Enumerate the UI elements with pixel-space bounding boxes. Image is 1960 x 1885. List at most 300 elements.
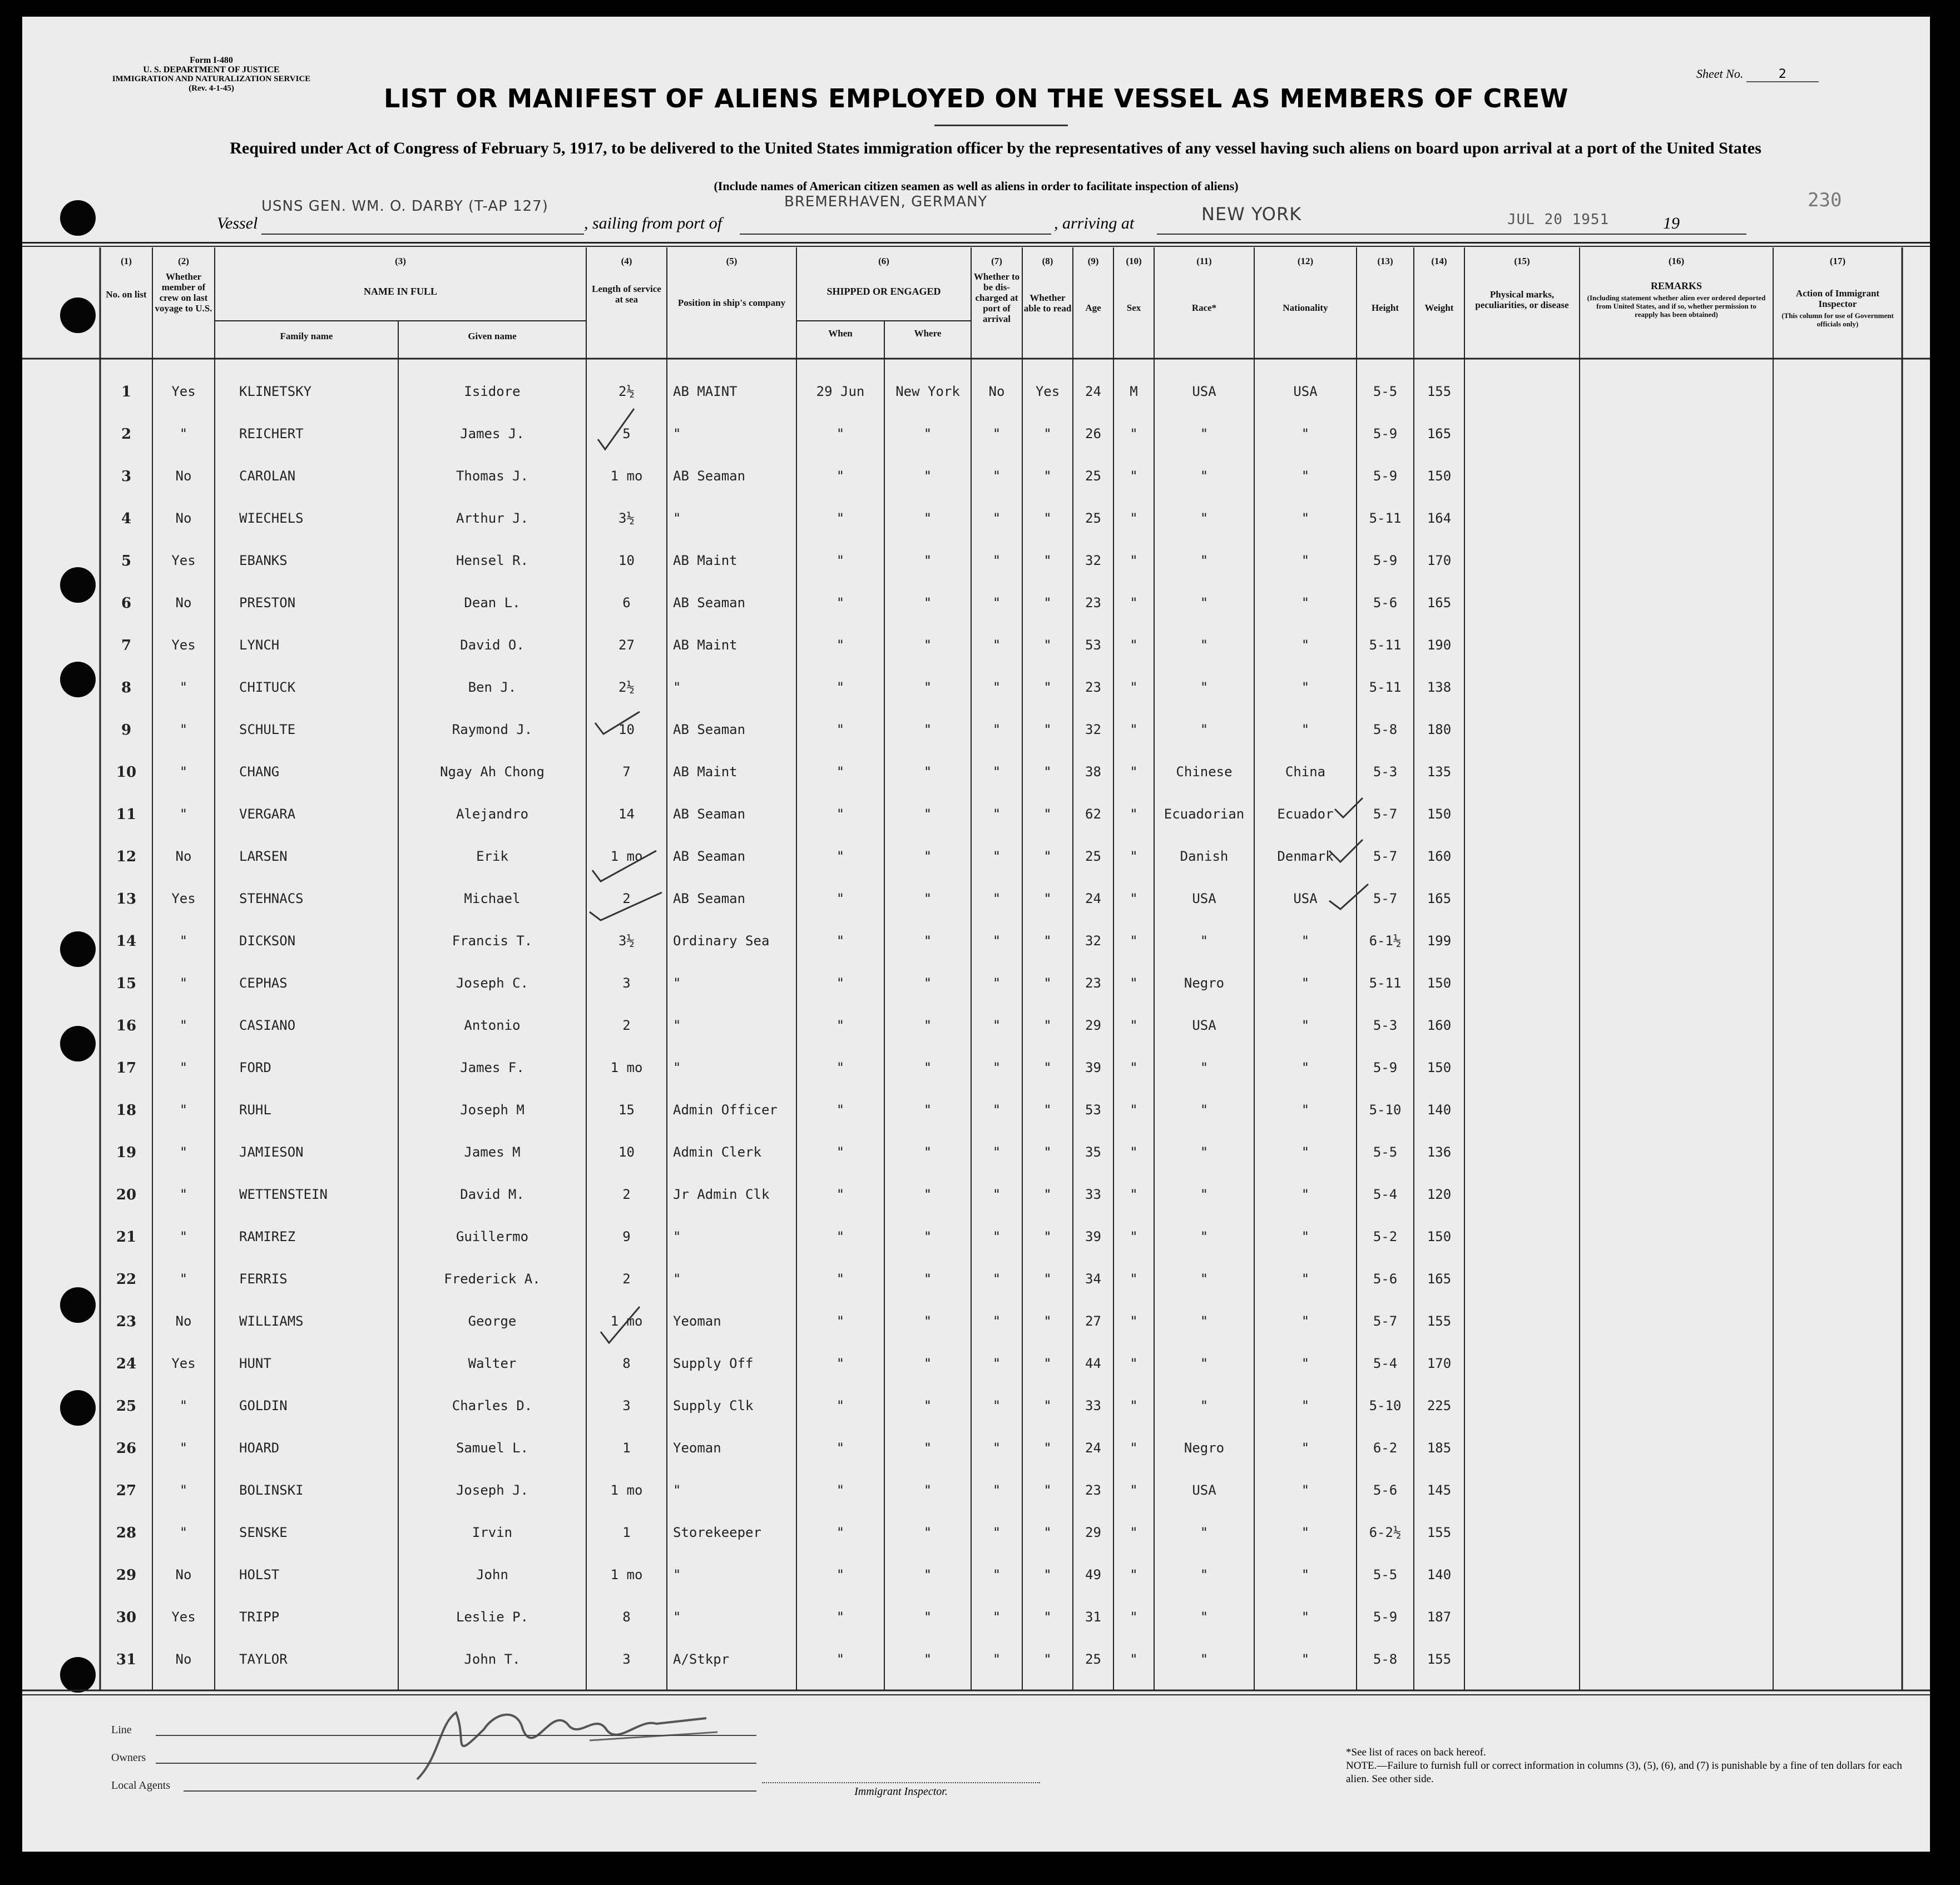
position: AB Maint (673, 637, 738, 653)
sex: " (1130, 637, 1138, 653)
given-name: Joseph M (460, 1102, 524, 1118)
height: 5-8 (1373, 722, 1398, 737)
family-name: PRESTON (239, 595, 296, 611)
family-name: SENSKE (239, 1525, 288, 1540)
form-revision: (Rev. 4-1-45) (189, 84, 234, 93)
given-name: Hensel R. (456, 553, 529, 568)
age: 26 (1085, 426, 1101, 442)
position: " (673, 1271, 681, 1287)
discharged: " (992, 1525, 1001, 1540)
able-to-read: " (1043, 510, 1052, 526)
shipped-where: " (923, 933, 932, 949)
able-to-read: " (1043, 891, 1052, 906)
race: " (1200, 722, 1209, 737)
position: AB Seaman (673, 849, 746, 864)
discharged: " (992, 1356, 1001, 1371)
sex: " (1130, 849, 1138, 864)
col17-number: (17) (1829, 256, 1846, 266)
given-name: Joseph J. (456, 1482, 529, 1498)
date-stamp: JUL 20 1951 (1507, 211, 1610, 228)
age: 23 (1085, 679, 1101, 695)
page-note: (Include names of American citizen seamen as well as aliens in order to facilitate inspection of aliens) (714, 179, 1239, 193)
age: 25 (1085, 510, 1101, 526)
position: " (673, 1482, 681, 1498)
row-number: 28 (116, 1525, 137, 1541)
race: USA (1192, 1482, 1216, 1498)
crew-last-voyage: " (179, 1440, 188, 1456)
age: 25 (1085, 468, 1101, 484)
length-of-service: 15 (618, 1102, 635, 1118)
height: 5-6 (1373, 1271, 1398, 1287)
able-to-read: " (1043, 975, 1052, 991)
height: 5-11 (1369, 510, 1402, 526)
row-number: 23 (116, 1313, 137, 1330)
shipped-where: " (923, 1398, 932, 1413)
nationality: USA (1293, 891, 1318, 906)
sex: " (1130, 764, 1138, 780)
shipped-where: " (923, 891, 932, 906)
age: 39 (1085, 1060, 1101, 1075)
length-of-service: 27 (618, 637, 635, 653)
length-of-service: 3 (622, 1651, 631, 1667)
sailing-port: BREMERHAVEN, GERMANY (784, 194, 988, 210)
shipped-when: " (836, 849, 845, 864)
discharged: " (992, 1313, 1001, 1329)
age: 53 (1085, 637, 1101, 653)
crew-last-voyage: " (179, 1271, 188, 1287)
nationality: " (1301, 1651, 1310, 1667)
age: 62 (1085, 806, 1101, 822)
weight: 135 (1427, 764, 1452, 780)
sheet-number-label: Sheet No. (1696, 67, 1744, 81)
length-of-service: 9 (622, 1229, 631, 1244)
col6-where-header: Where (914, 328, 942, 339)
weight: 165 (1427, 891, 1452, 906)
col16-header: REMARKS (1650, 280, 1702, 291)
nationality: " (1301, 1482, 1310, 1498)
family-name: RAMIREZ (239, 1229, 296, 1244)
crew-last-voyage: " (179, 764, 188, 780)
age: 29 (1085, 1525, 1101, 1540)
age: 32 (1085, 553, 1101, 568)
crew-last-voyage: " (179, 1018, 188, 1033)
length-of-service: 7 (622, 764, 631, 780)
shipped-where: " (923, 1187, 932, 1202)
length-of-service: 1 mo (610, 1313, 643, 1329)
shipped-where: " (923, 1144, 932, 1160)
row-number: 30 (116, 1609, 137, 1626)
given-name: Leslie P. (456, 1609, 529, 1625)
arriving-port: NEW YORK (1201, 204, 1302, 225)
race: " (1200, 933, 1209, 949)
sex: " (1130, 1609, 1138, 1625)
race: Chinese (1176, 764, 1233, 780)
family-name: JAMIESON (239, 1144, 304, 1160)
owners-underline (156, 1763, 756, 1764)
shipped-where: " (923, 1271, 932, 1287)
race: " (1200, 1356, 1209, 1371)
age: 25 (1085, 849, 1101, 864)
shipped-when: " (836, 975, 845, 991)
able-to-read: " (1043, 1229, 1052, 1244)
given-name: David O. (460, 637, 524, 653)
row-number: 17 (116, 1060, 137, 1077)
weight: 155 (1427, 384, 1452, 399)
able-to-read: " (1043, 1567, 1052, 1583)
family-name: STEHNACS (239, 891, 304, 906)
given-name: Arthur J. (456, 510, 529, 526)
col4-number: (4) (621, 256, 632, 266)
crew-last-voyage: No (175, 595, 192, 611)
given-name: Isidore (464, 384, 521, 399)
agents-label: Local Agents (111, 1779, 171, 1792)
shipped-when: " (836, 426, 845, 442)
col13-header: Height (1371, 302, 1399, 313)
family-name: WETTENSTEIN (239, 1187, 328, 1202)
col3-header: NAME IN FULL (363, 286, 437, 297)
nationality: " (1301, 426, 1310, 442)
family-name: TAYLOR (239, 1651, 288, 1667)
row-number: 7 (121, 637, 132, 654)
nationality: China (1285, 764, 1326, 780)
row-number: 29 (116, 1567, 137, 1584)
inspector-checkmarks (22, 17, 1930, 1852)
discharged: " (992, 933, 1001, 949)
col15-number: (15) (1514, 256, 1530, 266)
nationality: " (1301, 1229, 1310, 1244)
col1-header: No. on list (106, 289, 147, 300)
discharged: " (992, 468, 1001, 484)
age: 24 (1085, 891, 1101, 906)
discharged: " (992, 722, 1001, 737)
col17-header: Action of Immigrant Inspector (1795, 288, 1880, 309)
shipped-when: " (836, 468, 845, 484)
length-of-service: 2½ (618, 679, 635, 695)
weight: 160 (1427, 1018, 1452, 1033)
shipped-when: 29 Jun (816, 384, 865, 399)
shipped-where: " (923, 1482, 932, 1498)
able-to-read: " (1043, 1525, 1052, 1540)
height: 5-11 (1369, 975, 1402, 991)
able-to-read: " (1043, 806, 1052, 822)
height: 5-7 (1373, 1313, 1398, 1329)
row-number: 25 (116, 1398, 137, 1415)
shipped-when: " (836, 1651, 845, 1667)
given-name: Ben J. (468, 679, 517, 695)
shipped-where: " (923, 1102, 932, 1118)
position: " (673, 1229, 681, 1244)
race: Ecuadorian (1164, 806, 1245, 822)
sex: " (1130, 1525, 1138, 1540)
length-of-service: 8 (622, 1609, 631, 1625)
shipped-where: " (923, 1313, 932, 1329)
given-name: Thomas J. (456, 468, 529, 484)
weight: 180 (1427, 722, 1452, 737)
position: " (673, 975, 681, 991)
given-name: Frederick A. (444, 1271, 541, 1287)
weight: 140 (1427, 1102, 1452, 1118)
discharged: " (992, 1018, 1001, 1033)
shipped-when: " (836, 1060, 845, 1075)
nationality: " (1301, 468, 1310, 484)
sex: " (1130, 806, 1138, 822)
family-name: GOLDIN (239, 1398, 288, 1413)
race: USA (1192, 1018, 1216, 1033)
row-number: 15 (116, 975, 137, 992)
sex: " (1130, 1398, 1138, 1413)
age: 32 (1085, 722, 1101, 737)
shipped-when: " (836, 1398, 845, 1413)
immigrant-inspector-label: Immigrant Inspector. (762, 1782, 1040, 1798)
nationality: " (1301, 975, 1310, 991)
crew-last-voyage: " (179, 975, 188, 991)
weight: 150 (1427, 468, 1452, 484)
page-subtitle: Required under Act of Congress of February 5, 1917, to be delivered to the United States immigration officer by the representatives of any vessel having such aliens on board upon arrival at a port of the United States (230, 139, 1761, 157)
family-name: HOLST (239, 1567, 280, 1583)
shipped-where: " (923, 637, 932, 653)
race: " (1200, 426, 1209, 442)
nationality: " (1301, 1440, 1310, 1456)
family-name: DICKSON (239, 933, 296, 949)
crew-last-voyage: " (179, 1229, 188, 1244)
able-to-read: " (1043, 722, 1052, 737)
family-name: SCHULTE (239, 722, 296, 737)
crew-last-voyage: No (175, 849, 192, 864)
col16-subheader: (Including statement whether alien ever ordered deported from United States, and if so, whether permission to reapply has been obtained) (1587, 294, 1766, 319)
discharged: " (992, 426, 1001, 442)
nationality: USA (1293, 384, 1318, 399)
position: AB Seaman (673, 722, 746, 737)
weight: 170 (1427, 1356, 1452, 1371)
col5-number: (5) (726, 256, 738, 266)
shipped-when: " (836, 806, 845, 822)
discharged: " (992, 679, 1001, 695)
shipped-where: " (923, 468, 932, 484)
col7-number: (7) (991, 256, 1002, 266)
able-to-read: " (1043, 426, 1052, 442)
able-to-read: " (1043, 1651, 1052, 1667)
height: 5-6 (1373, 595, 1398, 611)
family-name: CHITUCK (239, 679, 296, 695)
given-name: James M (464, 1144, 521, 1160)
discharged: " (992, 637, 1001, 653)
row-number: 22 (116, 1271, 137, 1288)
given-name: Samuel L. (456, 1440, 529, 1456)
col4-header: Length of service at sea (592, 284, 661, 305)
weight: 145 (1427, 1482, 1452, 1498)
col14-header: Weight (1424, 302, 1454, 313)
col3-number: (3) (395, 256, 406, 266)
able-to-read: " (1043, 849, 1052, 864)
able-to-read: Yes (1035, 384, 1060, 399)
given-name: Erik (476, 849, 508, 864)
discharged: " (992, 806, 1001, 822)
vessel-name: USNS GEN. WM. O. DARBY (T-AP 127) (261, 198, 548, 215)
col16-number: (16) (1668, 256, 1685, 266)
col9-header: Age (1085, 302, 1101, 313)
col6-number: (6) (878, 256, 889, 266)
sex: " (1130, 1102, 1138, 1118)
col8-header: Whether able to read (1023, 292, 1072, 314)
weight: 185 (1427, 1440, 1452, 1456)
col17-subheader: (This column for use of Government officials only) (1781, 311, 1894, 328)
race: " (1200, 1229, 1209, 1244)
height: 5-5 (1373, 384, 1398, 399)
age: 49 (1085, 1567, 1101, 1583)
height: 6-2½ (1369, 1525, 1402, 1540)
weight: 136 (1427, 1144, 1452, 1160)
col8-number: (8) (1042, 256, 1053, 266)
length-of-service: 1 mo (610, 1567, 643, 1583)
able-to-read: " (1043, 1271, 1052, 1287)
height: 5-8 (1373, 1651, 1398, 1667)
nationality: " (1301, 1271, 1310, 1287)
crew-last-voyage: " (179, 1187, 188, 1202)
position: AB Seaman (673, 891, 746, 906)
race: " (1200, 1060, 1209, 1075)
discharged: " (992, 1187, 1001, 1202)
height: 5-7 (1373, 849, 1398, 864)
shipped-when: " (836, 1440, 845, 1456)
given-name: David M. (460, 1187, 524, 1202)
age: 23 (1085, 1482, 1101, 1498)
age: 31 (1085, 1609, 1101, 1625)
height: 5-6 (1373, 1482, 1398, 1498)
crew-last-voyage: " (179, 1482, 188, 1498)
col13-number: (13) (1377, 256, 1393, 266)
able-to-read: " (1043, 1398, 1052, 1413)
family-name: HOARD (239, 1440, 280, 1456)
height: 5-4 (1373, 1356, 1398, 1371)
length-of-service: 3½ (618, 510, 635, 526)
crew-last-voyage: Yes (171, 1609, 196, 1625)
sex: " (1130, 1313, 1138, 1329)
given-name: John (476, 1567, 508, 1583)
able-to-read: " (1043, 637, 1052, 653)
row-number: 14 (116, 933, 137, 950)
family-name: BOLINSKI (239, 1482, 304, 1498)
length-of-service: 10 (618, 553, 635, 568)
able-to-read: " (1043, 468, 1052, 484)
shipped-when: " (836, 1271, 845, 1287)
length-of-service: 3 (622, 1398, 631, 1413)
race: " (1200, 1651, 1209, 1667)
crew-last-voyage: " (179, 1144, 188, 1160)
nationality: " (1301, 1356, 1310, 1371)
race: " (1200, 1609, 1209, 1625)
discharged: " (992, 849, 1001, 864)
crew-last-voyage: " (179, 933, 188, 949)
length-of-service: 10 (618, 722, 635, 737)
family-name: WILLIAMS (239, 1313, 304, 1329)
position: Yeoman (673, 1313, 721, 1329)
shipped-where: " (923, 722, 932, 737)
nationality: " (1301, 933, 1310, 949)
family-name: RUHL (239, 1102, 271, 1118)
given-name: Michael (464, 891, 521, 906)
able-to-read: " (1043, 1609, 1052, 1625)
position: " (673, 679, 681, 695)
height: 6-2 (1373, 1440, 1398, 1456)
row-number: 13 (116, 891, 137, 907)
position: " (673, 426, 681, 442)
nationality: " (1301, 1525, 1310, 1540)
height: 5-9 (1373, 468, 1398, 484)
shipped-where: " (923, 426, 932, 442)
row-number: 31 (116, 1651, 137, 1668)
sex: " (1130, 975, 1138, 991)
shipped-when: " (836, 1567, 845, 1583)
shipped-where: New York (895, 384, 960, 399)
crew-last-voyage: No (175, 510, 192, 526)
discharged: " (992, 1609, 1001, 1625)
discharged: " (992, 891, 1001, 906)
position: Admin Officer (673, 1102, 778, 1118)
crew-last-voyage: " (179, 1060, 188, 1075)
crew-last-voyage: Yes (171, 1356, 196, 1371)
able-to-read: " (1043, 1313, 1052, 1329)
height: 5-11 (1369, 637, 1402, 653)
col5-header: Position in ship's company (677, 297, 786, 308)
col11-header: Race* (1191, 302, 1217, 313)
race: " (1200, 1271, 1209, 1287)
age: 27 (1085, 1313, 1101, 1329)
length-of-service: 1 mo (610, 1482, 643, 1498)
weight: 165 (1427, 595, 1452, 611)
race: USA (1192, 384, 1216, 399)
shipped-where: " (923, 1525, 932, 1540)
height: 5-2 (1373, 1229, 1398, 1244)
row-number: 11 (116, 806, 137, 823)
crew-last-voyage: " (179, 679, 188, 695)
sex: " (1130, 1440, 1138, 1456)
col6-when-header: When (828, 328, 853, 339)
crew-last-voyage: No (175, 468, 192, 484)
col3-family-header: Family name (280, 331, 333, 341)
race: " (1200, 595, 1209, 611)
nationality: Ecuador (1277, 806, 1334, 822)
row-number: 9 (121, 722, 132, 738)
col10-header: Sex (1126, 302, 1141, 313)
length-of-service: 5 (622, 426, 631, 442)
given-name: John T. (464, 1651, 521, 1667)
length-of-service: 8 (622, 1356, 631, 1371)
height: 5-9 (1373, 426, 1398, 442)
crew-last-voyage: Yes (171, 637, 196, 653)
discharged: " (992, 1567, 1001, 1583)
height: 5-11 (1369, 679, 1402, 695)
position: " (673, 1567, 681, 1583)
shipped-where: " (923, 764, 932, 780)
position: AB MAINT (673, 384, 738, 399)
race: Danish (1180, 849, 1229, 864)
crew-last-voyage: " (179, 1525, 188, 1540)
race: " (1200, 1313, 1209, 1329)
col6-header: SHIPPED OR ENGAGED (826, 286, 941, 297)
age: 35 (1085, 1144, 1101, 1160)
shipped-where: " (923, 1229, 932, 1244)
row-number: 1 (121, 384, 132, 400)
sex: " (1130, 510, 1138, 526)
position: A/Stkpr (673, 1651, 730, 1667)
row-number: 18 (116, 1102, 137, 1119)
crew-last-voyage: Yes (171, 891, 196, 906)
length-of-service: 2 (622, 1271, 631, 1287)
shipped-when: " (836, 933, 845, 949)
race: " (1200, 468, 1209, 484)
position: AB Seaman (673, 595, 746, 611)
able-to-read: " (1043, 1187, 1052, 1202)
